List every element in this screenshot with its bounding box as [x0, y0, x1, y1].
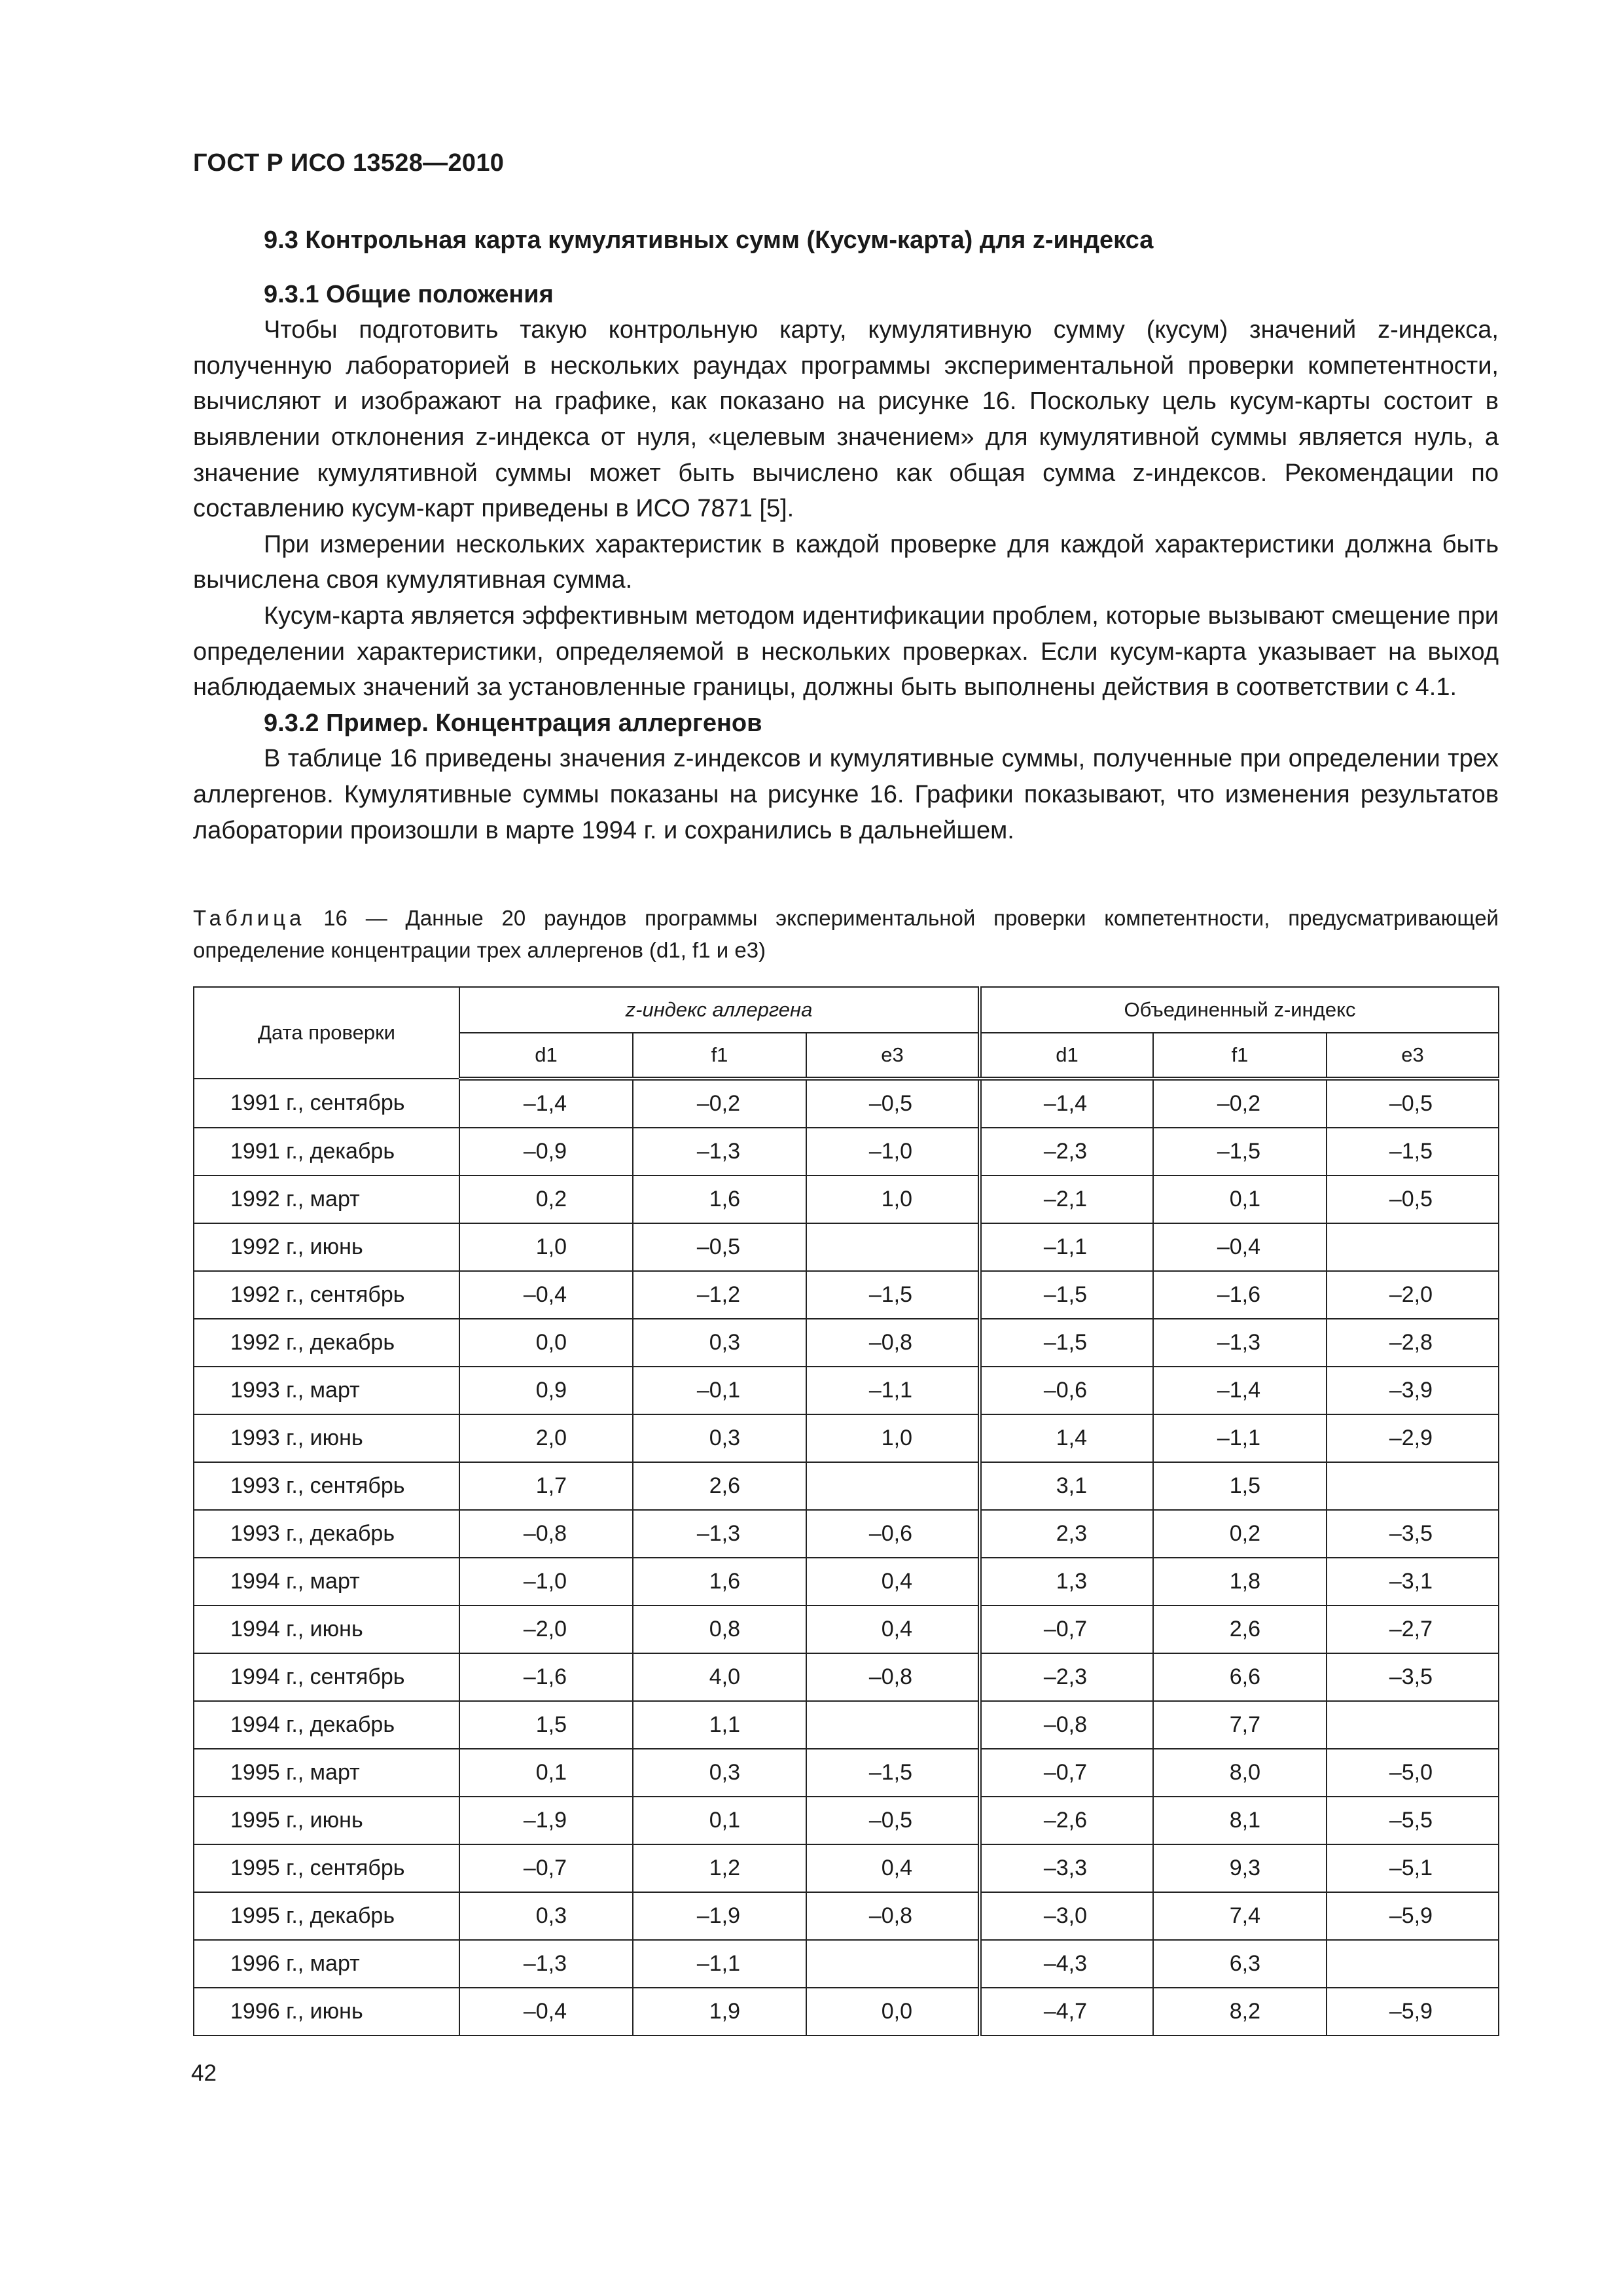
table-cell-value: –3,5: [1327, 1510, 1499, 1558]
paragraph-2: При измерении нескольких характеристик в каждой проверке для каждой характеристики должна быть вычислена своя кумулятивная сумма.: [193, 530, 1499, 594]
table-cell-value: 8,1: [1153, 1797, 1327, 1844]
table-cell-value: 4,0: [633, 1653, 806, 1701]
table-row: [194, 1940, 1499, 1988]
table-cell-value: –0,2: [633, 1079, 806, 1128]
table-row: [194, 1797, 1499, 1844]
table-cell-value: –0,2: [1153, 1079, 1327, 1128]
table-cell-value: –1,6: [459, 1653, 633, 1701]
table-cell-value: 1,4: [980, 1414, 1153, 1462]
table-cell-value: –2,3: [980, 1653, 1153, 1701]
table-cell-value: –2,8: [1327, 1319, 1499, 1367]
table-cell-value: –0,4: [459, 1988, 633, 2036]
table-cell-value: 0,1: [633, 1797, 806, 1844]
subheader-z-f1: f1: [633, 1033, 806, 1079]
table-row: [194, 1701, 1499, 1749]
table-cell-value: 3,1: [980, 1462, 1153, 1510]
table-cell-value: 6,6: [1153, 1653, 1327, 1701]
table-cell-value: –1,4: [980, 1079, 1153, 1128]
table-cell-value: 9,3: [1153, 1844, 1327, 1892]
table-cell-value: 8,2: [1153, 1988, 1327, 2036]
table-cell-value: –2,0: [459, 1605, 633, 1653]
table-row: [194, 1079, 1499, 1128]
table-cell-value: –1,5: [1327, 1128, 1499, 1175]
table-row: [194, 1653, 1499, 1701]
page-number: 42: [191, 2060, 217, 2086]
table-cell-date: 1994 г., декабрь: [194, 1701, 459, 1749]
table-caption: [193, 902, 1499, 966]
table-row: [194, 1988, 1499, 2036]
table-cell-value: 1,0: [459, 1223, 633, 1271]
table-cell-date: 1993 г., июнь: [194, 1414, 459, 1462]
table-cell-value: –1,4: [459, 1079, 633, 1128]
table-cell-date: 1996 г., июнь: [194, 1988, 459, 2036]
table-cell-value: –1,3: [459, 1940, 633, 1988]
document-header: ГОСТ Р ИСО 13528—2010: [193, 149, 505, 177]
table-cell-value: 0,1: [459, 1749, 633, 1797]
table-cell-value: 8,0: [1153, 1749, 1327, 1797]
table-cell-value: [806, 1223, 980, 1271]
table-cell-value: [806, 1940, 980, 1988]
subheader-cum-e3: e3: [1327, 1033, 1499, 1079]
table-cell-value: –1,0: [459, 1558, 633, 1605]
table-cell-value: 2,0: [459, 1414, 633, 1462]
table-cell-value: 7,4: [1153, 1892, 1327, 1940]
table-cell-value: 0,9: [459, 1367, 633, 1414]
table-cell-value: –3,1: [1327, 1558, 1499, 1605]
table-cell-date: 1995 г., март: [194, 1749, 459, 1797]
table-row: [194, 1223, 1499, 1271]
table-cell-date: 1996 г., март: [194, 1940, 459, 1988]
table-row: [194, 1175, 1499, 1223]
table-row: [194, 1892, 1499, 1940]
table-cell-value: 1,5: [1153, 1462, 1327, 1510]
table-cell-value: 0,4: [806, 1558, 980, 1605]
table-cell-value: –2,1: [980, 1175, 1153, 1223]
subheader-z-e3: e3: [806, 1033, 980, 1079]
table-row: [194, 1844, 1499, 1892]
table-cell-value: –4,7: [980, 1988, 1153, 2036]
table-cell-value: –1,5: [980, 1319, 1153, 1367]
table-cell-value: 1,8: [1153, 1558, 1327, 1605]
table-cell-value: [1327, 1701, 1499, 1749]
table-cell-value: –1,5: [806, 1749, 980, 1797]
table-cell-value: –0,5: [1327, 1079, 1499, 1128]
table-cell-value: –5,1: [1327, 1844, 1499, 1892]
table-cell-date: 1993 г., сентябрь: [194, 1462, 459, 1510]
table-cell-date: 1995 г., сентябрь: [194, 1844, 459, 1892]
table-cell-value: –3,9: [1327, 1367, 1499, 1414]
table-cell-date: 1991 г., декабрь: [194, 1128, 459, 1175]
table-cell-value: 0,1: [1153, 1175, 1327, 1223]
table-cell-value: 0,4: [806, 1605, 980, 1653]
table-cell-value: –3,3: [980, 1844, 1153, 1892]
subheader-z-d1: d1: [459, 1033, 633, 1079]
table-cell-value: –5,9: [1327, 1988, 1499, 2036]
table-cell-value: 2,3: [980, 1510, 1153, 1558]
table-cell-value: 1,0: [806, 1414, 980, 1462]
table-cell-value: –1,4: [1153, 1367, 1327, 1414]
table-cell-value: –1,5: [1153, 1128, 1327, 1175]
table-cell-value: –0,7: [459, 1844, 633, 1892]
table-cell-value: 0,2: [1153, 1510, 1327, 1558]
table-cell-value: –2,9: [1327, 1414, 1499, 1462]
table-cell-value: –0,6: [980, 1367, 1153, 1414]
column-header-date: Дата проверки: [194, 987, 459, 1079]
table-cell-date: 1992 г., декабрь: [194, 1319, 459, 1367]
table-cell-value: 0,8: [633, 1605, 806, 1653]
table-cell-value: –0,8: [806, 1319, 980, 1367]
table-cell-value: 1,7: [459, 1462, 633, 1510]
table-cell-value: 0,3: [633, 1749, 806, 1797]
table-cell-value: –1,9: [633, 1892, 806, 1940]
table-cell-value: –5,0: [1327, 1749, 1499, 1797]
table-cell-value: –0,4: [459, 1271, 633, 1319]
table-row: [194, 1462, 1499, 1510]
table-cell-value: –0,8: [806, 1653, 980, 1701]
table-cell-value: –1,2: [633, 1271, 806, 1319]
table-cell-value: –1,6: [1153, 1271, 1327, 1319]
table-cell-value: 1,9: [633, 1988, 806, 2036]
table-row: [194, 1749, 1499, 1797]
table-row: [194, 1558, 1499, 1605]
table-cell-value: –0,8: [459, 1510, 633, 1558]
subheader-cum-f1: f1: [1153, 1033, 1327, 1079]
table-cell-value: –1,5: [806, 1271, 980, 1319]
section-9-3-1-title: 9.3.1 Общие положения: [264, 280, 554, 308]
table-cell-value: –0,5: [633, 1223, 806, 1271]
table-cell-value: 1,0: [806, 1175, 980, 1223]
table-row: [194, 1319, 1499, 1367]
table-row: [194, 1367, 1499, 1414]
table-cell-value: 1,3: [980, 1558, 1153, 1605]
table-cell-value: –4,3: [980, 1940, 1153, 1988]
table-cell-date: 1992 г., июнь: [194, 1223, 459, 1271]
table-cell-date: 1994 г., июнь: [194, 1605, 459, 1653]
table-row: [194, 1605, 1499, 1653]
table-cell-value: [806, 1462, 980, 1510]
table-cell-value: –3,0: [980, 1892, 1153, 1940]
subheader-cum-d1: d1: [980, 1033, 1153, 1079]
table-cell-value: 0,2: [459, 1175, 633, 1223]
table-cell-value: 2,6: [633, 1462, 806, 1510]
paragraph-1: Чтобы подготовить такую контрольную карту, кумулятивную сумму (кусум) значений z-индекса, полученную лабораторией в нескольких раундах программы экспериментальной проверки компетентности, вычисляют и изображают на графике, как показано на рисунке 16. Поскольку цель кусум-карты состоит в выявлении отклонения z-индекса от нуля, «целевым значением» для кумулятивной суммы является нуль, а значение кумулятивной суммы может быть вычислено как общая сумма z-индексов. Рекомендации по составлению кусум-карт приведены в ИСО 7871 [5].: [193, 316, 1499, 523]
table-cell-value: –0,9: [459, 1128, 633, 1175]
table-cell-value: –1,9: [459, 1797, 633, 1844]
table-cell-date: 1995 г., декабрь: [194, 1892, 459, 1940]
table-cell-value: 1,2: [633, 1844, 806, 1892]
table-body: [194, 1079, 1499, 2036]
table-cell-value: –0,8: [980, 1701, 1153, 1749]
table-cell-value: 0,3: [633, 1414, 806, 1462]
table-cell-value: –0,5: [1327, 1175, 1499, 1223]
table-cell-value: –1,5: [980, 1271, 1153, 1319]
table-cell-value: –0,5: [806, 1079, 980, 1128]
table-cell-value: 6,3: [1153, 1940, 1327, 1988]
table-cell-value: –5,5: [1327, 1797, 1499, 1844]
table-cell-value: –1,3: [633, 1128, 806, 1175]
table-cell-value: –1,1: [1153, 1414, 1327, 1462]
table-cell-value: –2,7: [1327, 1605, 1499, 1653]
table-cell-value: 0,3: [459, 1892, 633, 1940]
table-cell-value: [806, 1701, 980, 1749]
table-cell-value: 0,0: [459, 1319, 633, 1367]
table-cell-value: 0,0: [806, 1988, 980, 2036]
table-row: [194, 1510, 1499, 1558]
table-cell-date: 1991 г., сентябрь: [194, 1079, 459, 1128]
table-cell-value: 2,6: [1153, 1605, 1327, 1653]
table-cell-date: 1994 г., март: [194, 1558, 459, 1605]
data-table: [193, 986, 1499, 2036]
table-cell-value: –3,5: [1327, 1653, 1499, 1701]
table-cell-date: 1994 г., сентябрь: [194, 1653, 459, 1701]
table-cell-value: 0,4: [806, 1844, 980, 1892]
table-cell-value: [1327, 1940, 1499, 1988]
table-cell-value: –0,6: [806, 1510, 980, 1558]
column-group-z-index: z-индекс аллергена: [459, 987, 980, 1033]
table-cell-value: –0,7: [980, 1749, 1153, 1797]
table-cell-value: –1,3: [633, 1510, 806, 1558]
table-cell-date: 1993 г., декабрь: [194, 1510, 459, 1558]
table-cell-value: 7,7: [1153, 1701, 1327, 1749]
table-cell-value: 1,6: [633, 1175, 806, 1223]
table-cell-value: –0,5: [806, 1797, 980, 1844]
table-cell-date: 1995 г., июнь: [194, 1797, 459, 1844]
table-cell-value: –0,1: [633, 1367, 806, 1414]
text-body: [193, 223, 1499, 848]
section-9-3-title: 9.3 Контрольная карта кумулятивных сумм (Кусум-карта) для z-индекса: [264, 226, 1154, 254]
table-cell-value: [1327, 1462, 1499, 1510]
table-cell-value: –2,0: [1327, 1271, 1499, 1319]
table-cell-value: –1,0: [806, 1128, 980, 1175]
table-row: [194, 1271, 1499, 1319]
table-cell-value: –1,3: [1153, 1319, 1327, 1367]
table-cell-date: 1992 г., сентябрь: [194, 1271, 459, 1319]
table-cell-value: [1327, 1223, 1499, 1271]
column-group-combined-z-index: Объединенный z-индекс: [980, 987, 1499, 1033]
paragraph-3: Кусум-карта является эффективным методом идентификации проблем, которые вызывают смещение при определении характеристики, определяемой в нескольких проверках. Если кусум-карта указывает на выход наблюдаемых значений за установленные границы, должны быть выполнены действия в соответствии с 4.1.: [193, 601, 1499, 702]
table-cell-value: –2,6: [980, 1797, 1153, 1844]
table-row: [194, 1128, 1499, 1175]
table-cell-date: 1993 г., март: [194, 1367, 459, 1414]
table-cell-value: –1,1: [980, 1223, 1153, 1271]
table-cell-value: 1,1: [633, 1701, 806, 1749]
table-cell-value: –0,7: [980, 1605, 1153, 1653]
table-cell-value: 0,3: [633, 1319, 806, 1367]
section-9-3-2-title: 9.3.2 Пример. Концентрация аллергенов: [264, 709, 762, 737]
table-cell-value: 1,6: [633, 1558, 806, 1605]
table-cell-value: –2,3: [980, 1128, 1153, 1175]
table-cell-value: –5,9: [1327, 1892, 1499, 1940]
table-cell-value: –0,4: [1153, 1223, 1327, 1271]
table-cell-value: –1,1: [806, 1367, 980, 1414]
table-caption-text: 16 — Данные 20 раундов программы экспериментальной проверки компетентности, предусматривающей определение концентрации трех аллергенов (d1, f1 и e3): [193, 906, 1499, 962]
table-cell-value: –0,8: [806, 1892, 980, 1940]
table-cell-value: 1,5: [459, 1701, 633, 1749]
table-cell-date: 1992 г., март: [194, 1175, 459, 1223]
table-caption-label: Таблица: [193, 906, 306, 930]
table-cell-value: –1,1: [633, 1940, 806, 1988]
table-row: [194, 1414, 1499, 1462]
paragraph-4: В таблице 16 приведены значения z-индексов и кумулятивные суммы, полученные при определении трех аллергенов. Кумулятивные суммы показаны на рисунке 16. Графики показывают, что изменения результатов лаборатории произошли в марте 1994 г. и сохранились в дальнейшем.: [193, 745, 1499, 844]
